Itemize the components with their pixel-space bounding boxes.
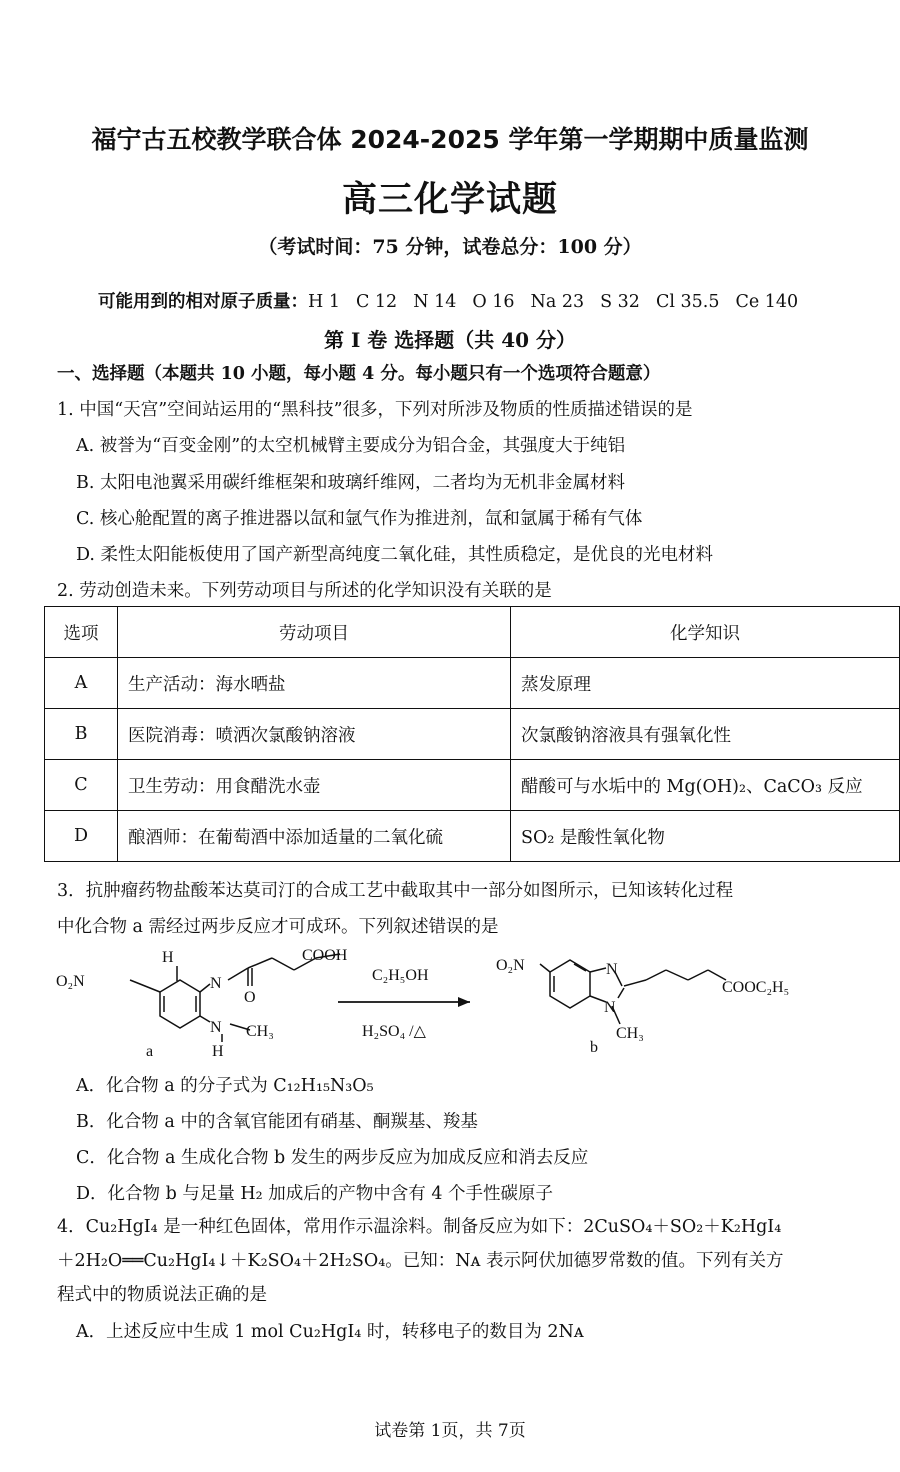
atomic-mass-n: N 14 (413, 292, 457, 312)
table-header-option: 选项 (45, 607, 118, 658)
q1-option-b: B. 太阳电池翼采用碳纤维框架和玻璃纤维网，二者均为无机非金属材料 (76, 473, 625, 493)
q4-line2: ＋2H₂O══Cu₂HgI₄↓＋K₂SO₄＋2H₂SO₄。已知：Nᴀ 表示阿伏加德罗常数的值。下列有关方 (57, 1251, 784, 1271)
page-footer: 试卷第 1页，共 7页 (374, 1421, 526, 1441)
q3-stem-line2: 中化合物 a 需经过两步反应才可成环。下列叙述错误的是 (57, 917, 499, 937)
section-title: 一、选择题（本题共 10 小题，每小题 4 分。每小题只有一个选项符合题意） (57, 364, 661, 384)
table-row (45, 811, 900, 862)
b-group-no2: O₂N (496, 957, 525, 974)
a-group-h-bottom: H (212, 1043, 224, 1060)
compound-a-structure (130, 954, 340, 1042)
table-cell-labor: 生产活动：海水晒盐 (118, 658, 511, 709)
table-row (45, 658, 900, 709)
atomic-mass-c: C 12 (355, 292, 398, 312)
atomic-mass-ce: Ce 140 (735, 292, 799, 312)
table-row (45, 760, 900, 811)
q3-option-b: B．化合物 a 中的含氧官能团有硝基、酮羰基、羧基 (76, 1112, 478, 1132)
table-cell-labor: 酿酒师：在葡萄酒中添加适量的二氧化硫 (118, 811, 511, 862)
table-header-row (45, 607, 900, 658)
q3-stem-line1: 3．抗肿瘤药物盐酸苯达莫司汀的合成工艺中截取其中一部分如图所示，已知该转化过程 (57, 881, 734, 901)
b-group-cooc2h5: COOC₂H₅ (722, 979, 790, 996)
table-cell-option: A (45, 658, 118, 709)
table-cell-option: D (45, 811, 118, 862)
atomic-mass-h: H 1 (308, 292, 340, 312)
table-cell-labor: 医院消毒：喷洒次氯酸钠溶液 (118, 709, 511, 760)
a-group-n-bottom: N (210, 1019, 222, 1036)
a-group-no2: O₂N (56, 973, 85, 990)
subject-title: 高三化学试题 (341, 180, 558, 220)
exam-header-title: 福宁古五校教学联合体 2024-2025 学年第一学期期中质量监测 (91, 125, 809, 154)
reaction-scheme (50, 940, 850, 1065)
q2-table (44, 606, 900, 862)
arrow-head-icon (458, 997, 470, 1007)
q4-line1: 4．Cu₂HgI₄ 是一种红色固体，常用作示温涂料。制备反应为如下：2CuSO₄＋SO₂＋K₂HgI₄ (57, 1217, 782, 1237)
table-cell-knowledge: SO₂ 是酸性氧化物 (511, 811, 900, 862)
atomic-mass-label: 可能用到的相对原子质量： (98, 292, 308, 312)
q1-option-c: C. 核心舱配置的离子推进器以氙和氩气作为推进剂，氙和氩属于稀有气体 (76, 509, 643, 529)
a-group-ch3: CH₃ (246, 1023, 274, 1040)
q3-option-d: D．化合物 b 与足量 H₂ 加成后的产物中含有 4 个手性碳原子 (76, 1184, 554, 1204)
exam-info: （考试时间：75 分钟，试卷总分：100 分） (258, 236, 642, 258)
table-cell-knowledge: 蒸发原理 (511, 658, 900, 709)
compound-a-label: a (146, 1043, 154, 1060)
table-cell-knowledge: 次氯酸钠溶液具有强氧化性 (511, 709, 900, 760)
q1-option-a: A. 被誉为“百变金刚”的太空机械臂主要成分为铝合金，其强度大于纯铝 (76, 436, 626, 456)
q1-stem: 1. 中国“天宫”空间站运用的“黑科技”很多，下列对所涉及物质的性质描述错误的是 (57, 400, 693, 420)
b-group-ch3: CH₃ (616, 1025, 644, 1042)
atomic-mass-o: O 16 (472, 292, 515, 312)
a-group-o: O (244, 989, 256, 1006)
q3-option-a: A．化合物 a 的分子式为 C₁₂H₁₅N₃O₅ (76, 1076, 374, 1096)
table-cell-labor: 卫生劳动：用食醋洗水壶 (118, 760, 511, 811)
a-group-n-top: N (210, 975, 222, 992)
atomic-mass-cl: Cl 35.5 (655, 292, 720, 312)
q4-line3: 程式中的物质说法正确的是 (57, 1285, 267, 1305)
a-group-h-top: H (162, 949, 174, 966)
atomic-mass-s: S 32 (600, 292, 640, 312)
atomic-mass-na: Na 23 (530, 292, 585, 312)
table-cell-option: C (45, 760, 118, 811)
q1-option-d: D. 柔性太阳能板使用了国产新型高纯度二氧化硅，其性质稳定，是优良的光电材料 (76, 545, 714, 565)
compound-b-label: b (590, 1039, 598, 1056)
table-header-knowledge: 化学知识 (511, 607, 900, 658)
table-cell-option: B (45, 709, 118, 760)
table-header-labor: 劳动项目 (118, 607, 511, 658)
q4-option-a: A．上述反应中生成 1 mol Cu₂HgI₄ 时，转移电子的数目为 2Nᴀ (76, 1322, 584, 1342)
table-row (45, 709, 900, 760)
reagent-bottom: H₂SO₄ /△ (362, 1023, 426, 1040)
q3-option-c: C．化合物 a 生成化合物 b 发生的两步反应为加成反应和消去反应 (76, 1148, 589, 1168)
reagent-top: C₂H₅OH (372, 967, 429, 984)
compound-b-structure (540, 960, 726, 1024)
part-title: 第 I 卷 选择题（共 40 分） (323, 328, 576, 352)
atomic-mass-line (98, 288, 798, 313)
b-group-n-top: N (606, 961, 618, 978)
b-group-n-bottom: N (604, 999, 616, 1016)
a-group-cooh: COOH (302, 947, 348, 964)
table-cell-knowledge: 醋酸可与水垢中的 Mg(OH)₂、CaCO₃ 反应 (511, 760, 900, 811)
q2-stem: 2. 劳动创造未来。下列劳动项目与所述的化学知识没有关联的是 (57, 581, 552, 601)
